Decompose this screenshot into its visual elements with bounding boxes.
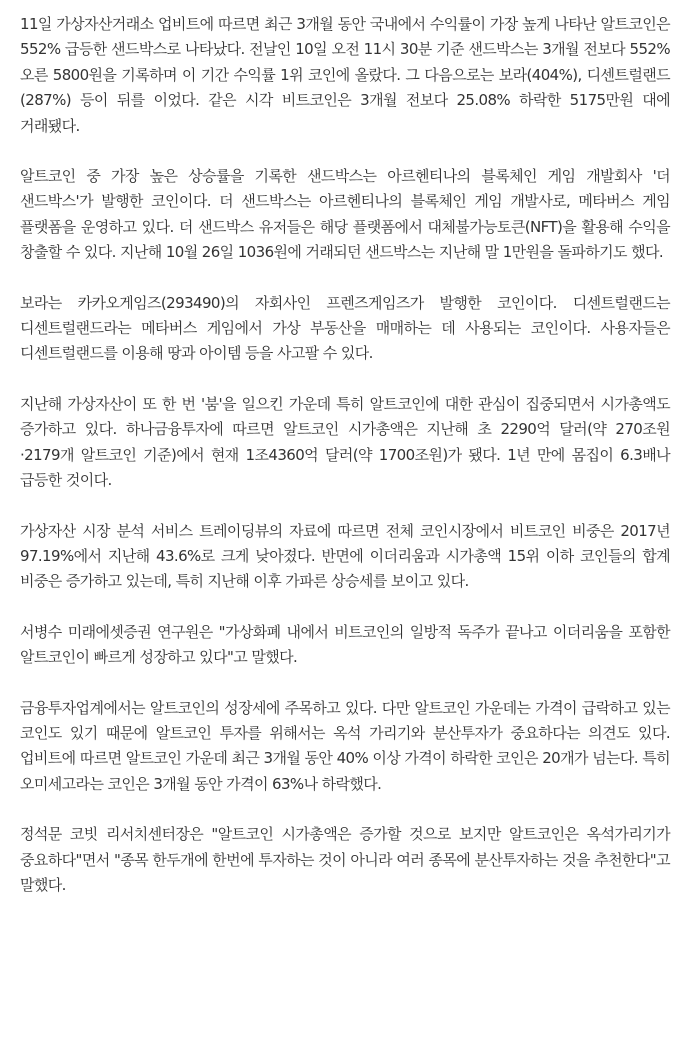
paragraph-bitcoin-share: 가상자산 시장 분석 서비스 트레이딩뷰의 자료에 따르면 전체 코인시장에서 비트코인 비중은 2017년 97.19%에서 지난해 43.6%로 크게 낮아졌다. 반면에 이더리움과 시가총액 15위 이하 코인들의 합계 비중은 증가하고 있는데, 특히 지난해 이후 가파른 상승세를 보이고 있다. bbox=[20, 521, 670, 591]
paragraph-market-cap: 지난해 가상자산이 또 한 번 '붐'을 일으킨 가운데 특히 알트코인에 대한 관심이 집중되면서 시가총액도 증가하고 있다. 하나금융투자에 따르면 알트코인 시가총액은 지난해 초 2290억 달러(약 270조원·2179개 알트코인 기준)에서 현재 1조4360억 달러(약 1700조원)가 됐다. 1년 만에 몸집이 6.3배나 급등한 것이다. bbox=[20, 394, 670, 490]
paragraph-sandbox: 알트코인 중 가장 높은 상승률을 기록한 샌드박스는 아르헨티나의 블록체인 게임 개발회사 '더 샌드박스'가 발행한 코인이다. 더 샌드박스는 아르헨티나의 블록체인 게임 개발사로, 메타버스 게임 플랫폼을 운영하고 있다. 더 샌드박스 유저들은 해당 플랫폼에서 대체불가능토큰(NFT)을 활용해 수익을 창출할 수 있다. 지난해 10월 26일 1036원에 거래되던 샌드박스는 지난해 말 1만원을 돌파하기도 했다. bbox=[20, 167, 670, 262]
paragraph-upbit-returns: 11일 가상자산거래소 업비트에 따르면 최근 3개월 동안 국내에서 수익률이 가장 높게 나타난 알트코인은 552% 급등한 샌드박스로 나타났다. 전날인 10일 오전 11시 30분 기준 샌드박스는 3개월 전보다 552% 오른 5800원을 기록하며 이 기간 수익률 1위 코인에 올랐다. 그 다음으로는 보라(404%), 디센트럴랜드(287%) 등이 뒤를 이었다. 같은 시각 비트코인은 3개월 전보다 25.08% 하락한 5175만원 대에 거래됐다. bbox=[20, 15, 670, 135]
article-body bbox=[20, 12, 670, 898]
paragraph-bora-decentraland: 보라는 카카오게임즈(293490)의 자회사인 프렌즈게임즈가 발행한 코인이다. 디센트럴랜드는 디센트럴랜드라는 메타버스 게임에서 가상 부동산을 매매하는 데 사용되는 코인이다. 사용자들은 디센트럴랜드를 이용해 땅과 아이템 등을 사고팔 수 있다. bbox=[20, 293, 670, 363]
paragraph-korbit-quote: 정석문 코빗 리서치센터장은 "알트코인 시가총액은 증가할 것으로 보지만 알트코인은 옥석가리기가 중요하다"면서 "종목 한두개에 한번에 투자하는 것이 아니라 여러 종목에 분산투자하는 것을 추천한다"고 말했다. bbox=[20, 825, 670, 894]
paragraph-analyst-quote: 서병수 미래에셋증권 연구원은 "가상화폐 내에서 비트코인의 일방적 독주가 끝나고 이더리움을 포함한 알트코인이 빠르게 성장하고 있다"고 말했다. bbox=[20, 622, 670, 667]
paragraph-diversification: 금융투자업계에서는 알트코인의 성장세에 주목하고 있다. 다만 알트코인 가운데는 가격이 급락하고 있는 코인도 있기 때문에 알트코인 투자를 위해서는 옥석 가리기와 분산투자가 중요하다는 의견도 있다. 업비트에 따르면 알트코인 가운데 최근 3개월 동안 40% 이상 가격이 하락한 코인은 20개가 넘는다. 특히 오미세고라는 코인은 3개월 동안 가격이 63%나 하락했다. bbox=[20, 698, 670, 793]
